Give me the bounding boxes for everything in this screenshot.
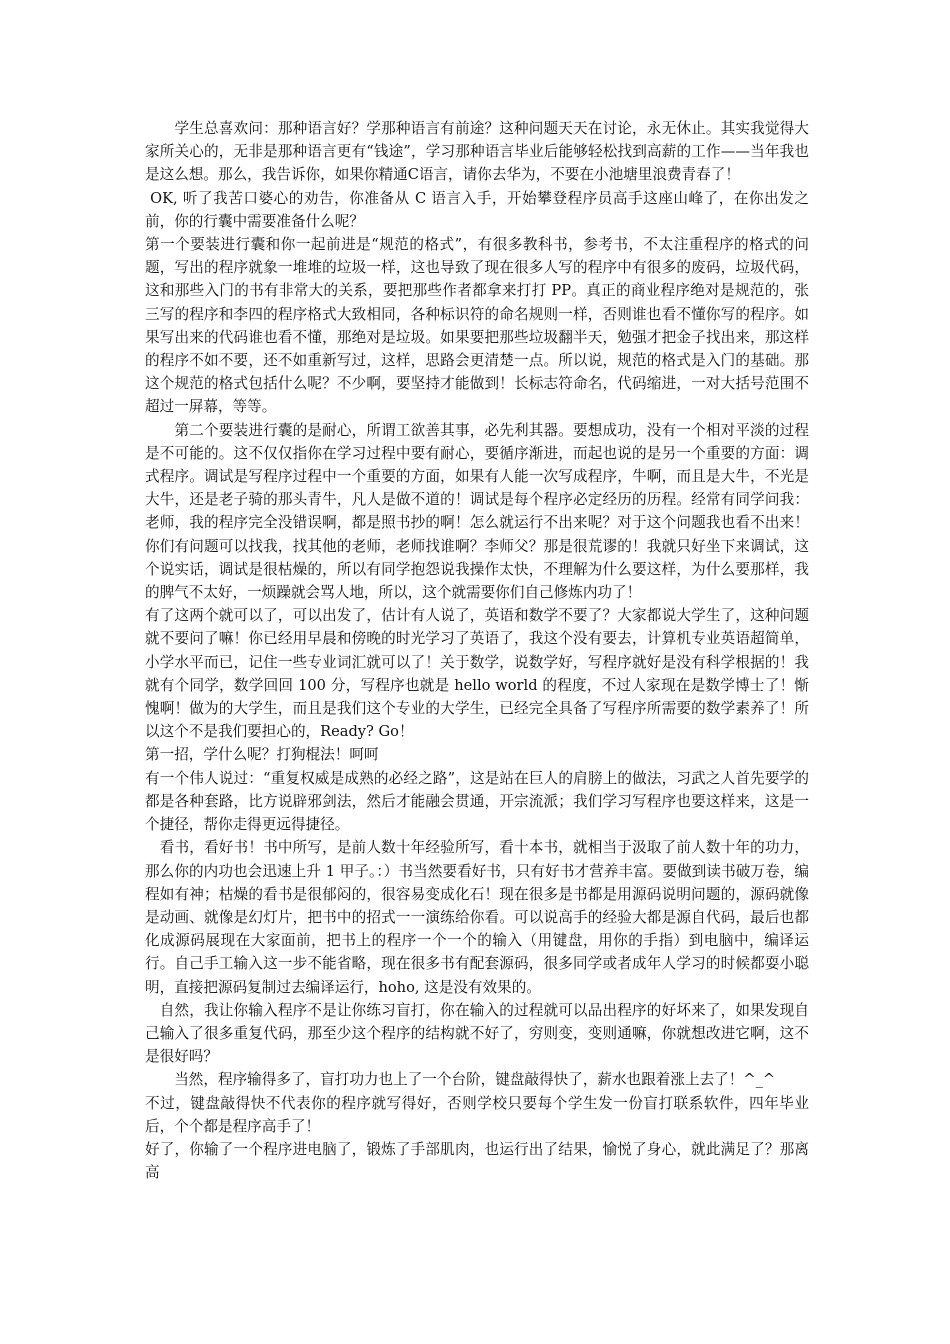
- paragraph-ok-prepare: OK, 听了我苦口婆心的劝告，你准备从 C 语言入手，开始攀登程序员高手这座山峰了，在你出发之前，你的行囊中需要准备什么呢？: [145, 189, 809, 230]
- document-body: [145, 117, 809, 1184]
- paragraph-typing-code: 自然，我让你输入程序不是让你练习盲打，你在输入的过程就可以品出程序的好坏来了，如果发现自己输入了很多重复代码，那至少这个程序的结构就不好了，穷则变，变则通嘛，你就想改进它啊，这不是很好吗？: [145, 1001, 809, 1066]
- paragraph-first-move: 第一招，学什么呢？打狗棍法！呵呵: [145, 746, 379, 764]
- paragraph-touch-typing: 当然，程序输得多了，盲打功力也上了一个台阶，键盘敲得快了，薪水也跟着涨上去了！^_^: [145, 1071, 776, 1089]
- paragraph-typing-speed: 不过，键盘敲得快不代表你的程序就写得好，否则学校只要每个学生发一份盲打联系软件，四年毕业后，个个都是程序高手了！: [145, 1094, 809, 1135]
- paragraph-intro-question: 学生总喜欢问：那种语言好？学那种语言有前途？这种问题天天在讨论，永无休止。其实我觉得大家所关心的，无非是那种语言更有“钱途”，学习那种语言毕业后能够轻松找到高薪的工作——当年我也是这么想。那么，我告诉你，如果你精通C语言，请你去华为，不要在小池塘里浪费青春了！: [145, 120, 809, 184]
- paragraph-great-man-quote: 有一个伟人说过：“重复权威是成熟的必经之路”，这是站在巨人的肩膀上的做法，习武之人首先要学的都是各种套路，比方说辟邪剑法，然后才能融会贯通，开宗流派；我们学习写程序也要这样来，这是一个捷径，帮你走得更远得捷径。: [145, 769, 809, 834]
- paragraph-patience: 第二个要装进行囊的是耐心，所谓工欲善其事，必先利其器。要想成功，没有一个相对平淡的过程是不可能的。这不仅仅指你在学习过程中要有耐心，要循序渐进，而起也说的是另一个重要的方面：调式程序。调试是写程序过程中一个重要的方面，如果有人能一次写成程序，牛啊，而且是大牛，不光是大牛，还是老子骑的那头青牛，凡人是做不道的！调试是每个程序必定经历的历程。经常有同学问我：老师，我的程序完全没错误啊，都是照书抄的啊！怎么就运行不出来呢？对于这个问题我也看不出来！你们有问题可以找我，找其他的老师，老师找谁啊？李师父？那是很荒谬的！我就只好坐下来调试，这个说实话，调试是很枯燥的，所以有同学抱怨说我操作太快，不理解为什么要这样，为什么要那样，我的脾气不太好，一烦躁就会骂人地，所以，这个就需要你们自己修炼内功了！: [145, 421, 809, 602]
- paragraph-satisfied: 好了，你输了一个程序进电脑了，锻炼了手部肌肉，也运行出了结果，愉悦了身心，就此满足了？那离高: [145, 1140, 809, 1182]
- paragraph-english-math: 有了这两个就可以了，可以出发了，估计有人说了，英语和数学不要了？大家都说大学生了，这种问题就不要问了嘛！你已经用早晨和傍晚的时光学习了英语了，我这个没有要去，计算机专业英语超简单，小学水平而已，记住一些专业词汇就可以了！关于数学，说数学好，写程序就好是没有科学根据的！我就有个同学，数学回回 100 分，写程序也就是 hello world 的程度，不过人家现在是数学博士了！惭愧啊！做为的大学生，而且是我们这个专业的大学生，已经完全具备了写程序所需要的数学素养了！所以这个不是我们要担心的，Ready? Go！: [145, 607, 809, 741]
- paragraph-format: 第一个要装进行囊和你一起前进是“规范的格式”，有很多教科书，参考书，不太注重程序的格式的问题，写出的程序就象一堆堆的垃圾一样，这也导致了现在很多人写的程序中有很多的废码，垃圾代码，这和那些入门的书有非常大的关系，要把那些作者都拿来打打 PP。真正的商业程序绝对是规范的，张三写的程序和李四的程序格式大致相同，各种标识符的命名规则一样，否则谁也看不懂你写的程序。如果写出来的代码谁也看不懂，那绝对是垃圾。如果要把那些垃圾翻半天，勉强才把金子找出来，那这样的程序不如不要，还不如重新写过，这样，思路会更清楚一点。所以说，规范的格式是入门的基础。那这个规范的格式包括什么呢？不少啊，要坚持才能做到！长标志符命名，代码缩进，一对大括号范围不超过一屏幕，等等。: [145, 236, 809, 416]
- paragraph-read-books: 看书，看好书！书中所写，是前人数十年经验所写，看十本书，就相当于汲取了前人数十年的功力，那么你的内功也会迅速上升 1 甲子。：）书当然要看好书，只有好书才营养丰富。要做到读书破万卷，编程如有神；枯燥的看书是很郁闷的，很容易变成化石！现在很多是书都是用源码说明问题的，源码就像是动画、就像是幻灯片，把书中的招式一一演练给你看。可以说高手的经验大都是源自代码，最后也都化成源码展现在大家面前，把书上的程序一个一个的输入（用键盘，用你的手指）到电脑中，编译运行。自己手工输入这一步不能省略，现在很多书有配套源码，很多同学或者成年人学习的时候都耍小聪明，直接把源码复制过去编译运行，hoho, 这是没有效果的。: [145, 839, 809, 996]
